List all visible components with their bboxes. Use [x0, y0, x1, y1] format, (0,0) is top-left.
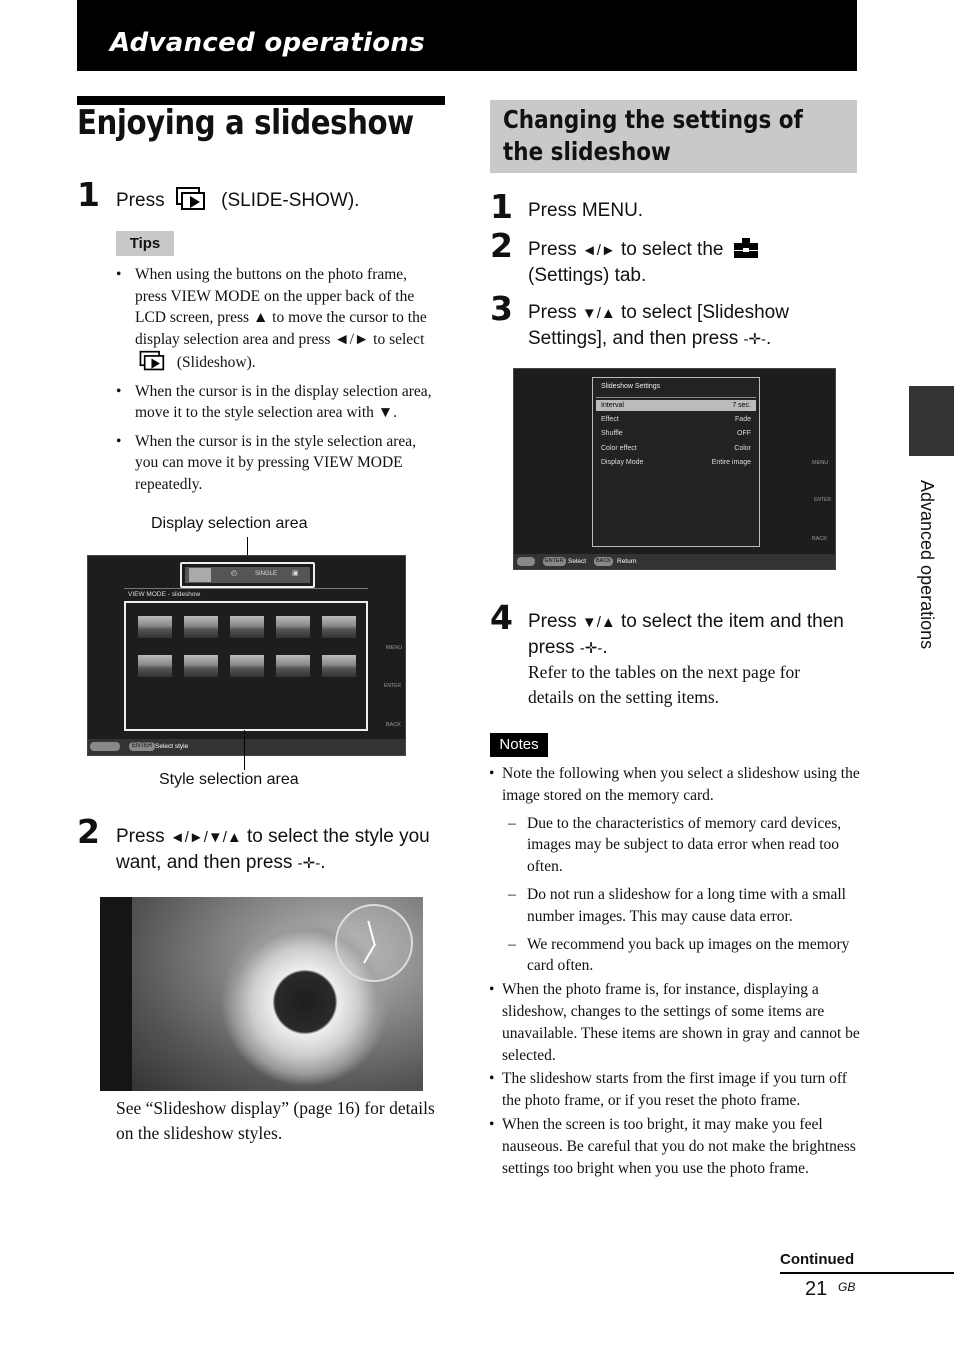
arrow-keys-icon: ▼/▲	[581, 614, 616, 631]
list-item: • Note the following when you select a slideshow using the image stored on the memory card.	[489, 763, 861, 807]
footer-rule	[780, 1272, 954, 1274]
callout-display-area: Display selection area	[151, 515, 308, 532]
divider	[124, 588, 368, 589]
enter-side-label: ENTER	[814, 497, 831, 503]
step-number: 2	[77, 812, 100, 851]
tips-list	[116, 264, 436, 502]
style-thumbnail[interactable]	[138, 655, 172, 677]
enter-side-label: ENTER	[384, 683, 401, 689]
menu-label: MENU	[386, 645, 403, 651]
setting-label[interactable]: Effect	[601, 416, 619, 423]
list-item	[116, 264, 436, 374]
list-item: • When the cursor is in the style selection area, you can move it by pressing VIEW MODE repeatedly.	[116, 431, 436, 496]
step-number: 1	[77, 175, 100, 214]
step-text: .	[766, 328, 772, 349]
enter-button-icon: ENTER	[545, 558, 564, 564]
setting-label[interactable]: Shuffle	[601, 430, 623, 437]
notes-badge: Notes	[490, 733, 548, 757]
setting-label[interactable]: Display Mode	[601, 459, 644, 466]
step-text: Press	[528, 302, 577, 323]
side-tab-label: Advanced operations	[917, 480, 937, 650]
style-thumbnail[interactable]	[184, 616, 218, 638]
up-arrow-icon: ▲	[252, 309, 269, 326]
back-button-icon: BACK	[596, 558, 611, 564]
settings-panel	[592, 377, 760, 547]
slideshow-icon	[176, 186, 210, 212]
step-4-text	[528, 609, 848, 661]
enter-icon: -✛-	[743, 331, 767, 348]
step-text: to select the style you want, and then press	[116, 826, 430, 873]
slideshow-example-image	[100, 897, 423, 1091]
slideshow-icon	[139, 350, 169, 372]
tip-text: When the cursor is in the display selection area, move it to the style selection area with	[135, 382, 432, 421]
notes-list	[489, 763, 861, 1179]
subsection-title: Changing the settings of the slideshow	[503, 105, 803, 166]
step-4-detail: Refer to the tables on the next page for details on the setting items.	[528, 662, 801, 707]
step-text: .	[320, 852, 326, 873]
tip-text: .	[393, 404, 397, 421]
style-thumbnail[interactable]	[276, 616, 310, 638]
arrow-keys-icon: ▼/▲	[581, 305, 616, 322]
left-right-arrow-icon: ◄/►	[334, 330, 370, 348]
step-text: to select [Slideshow Settings], and then press	[528, 302, 789, 349]
return-label: Return	[617, 558, 637, 565]
tip-text: (Slideshow).	[176, 354, 256, 371]
tip-text: to move the cursor to the display selection area and press	[135, 309, 427, 348]
list-item: • The slideshow starts from the first image if you turn off the photo frame, or if you reset the photo frame.	[489, 1068, 861, 1112]
display-selection-frame	[180, 562, 315, 588]
page-number: 21	[805, 1278, 828, 1300]
step-number: 4	[490, 598, 513, 637]
arrow-keys-icon	[90, 742, 120, 751]
arrow-keys-icon	[517, 557, 535, 566]
clock-icon[interactable]: ◴	[231, 570, 238, 577]
setting-value[interactable]: OFF	[737, 430, 751, 437]
step-1-text	[116, 186, 359, 213]
step-text-slideshow: (SLIDE-SHOW).	[221, 190, 360, 211]
setting-label[interactable]: Color effect	[601, 445, 637, 452]
enter-button-icon: ENTER	[129, 742, 155, 751]
step-text: Press	[116, 826, 165, 847]
style-thumbnail[interactable]	[184, 655, 218, 677]
style-selection-frame	[124, 601, 368, 731]
style-thumbnail[interactable]	[322, 616, 356, 638]
menu-label: MENU	[812, 460, 829, 466]
step-text: to select the	[621, 239, 724, 260]
clock-overlay-icon	[335, 904, 413, 982]
step-text: Press	[528, 611, 577, 632]
clock-hand	[363, 944, 376, 964]
step-text: .	[602, 637, 608, 658]
step-2-text	[116, 824, 451, 876]
arrow-keys-icon: ◄/►	[581, 242, 616, 259]
step-text-press: Press	[116, 190, 165, 211]
select-label: Select	[568, 558, 587, 565]
single-tab[interactable]: SINGLE	[255, 571, 278, 577]
view-mode-screen	[87, 555, 406, 756]
page-suffix: GB	[838, 1280, 856, 1294]
tip-text: to select	[373, 330, 425, 348]
back-label: BACK	[812, 536, 827, 542]
step-text: (Settings) tab.	[528, 265, 647, 286]
style-thumbnail[interactable]	[138, 616, 172, 638]
step-number: 1	[490, 187, 513, 226]
settings-panel-title: Slideshow Settings	[601, 383, 661, 390]
callout-line	[244, 730, 245, 770]
settings-toolbox-icon	[733, 237, 759, 259]
setting-value[interactable]: 7 sec.	[732, 402, 751, 409]
list-item: – We recommend you back up images on the memory card often.	[489, 934, 861, 978]
screen-footer-bar	[514, 554, 835, 569]
enter-icon: -✛-	[297, 855, 321, 872]
step-3-text	[528, 300, 848, 352]
style-thumbnail[interactable]	[322, 655, 356, 677]
step-2-text	[528, 237, 848, 288]
screen-footer-bar	[88, 739, 405, 755]
page-title: Enjoying a slideshow	[77, 103, 414, 143]
tips-badge: Tips	[116, 231, 174, 256]
continued-label: Continued	[780, 1251, 855, 1268]
step-number: 2	[490, 226, 513, 265]
step-text: to select the item and then press	[528, 611, 844, 658]
step-text: Press	[528, 239, 577, 260]
tip-text: When using the buttons on the photo frame, press VIEW MODE on the upper back of the LCD screen, press	[135, 266, 415, 326]
style-thumbnail[interactable]	[230, 655, 264, 677]
down-arrow-icon: ▼	[377, 404, 394, 421]
back-label: BACK	[386, 722, 401, 728]
side-thumb-tab	[909, 386, 954, 456]
step-1-text: Press MENU.	[528, 200, 644, 221]
list-item: • When the photo frame is, for instance, displaying a slideshow, changes to the settings of some items are unavailable. These items are shown in gray and cannot be selected.	[489, 979, 861, 1066]
setting-label[interactable]: Interval	[601, 402, 624, 409]
setting-value[interactable]: Entire image	[711, 459, 751, 466]
style-thumbnail[interactable]	[230, 616, 264, 638]
enter-icon: -✛-	[579, 640, 603, 657]
select-style-label: Select style	[155, 743, 189, 750]
slideshow-tab-icon[interactable]	[189, 568, 211, 582]
style-thumbnail[interactable]	[276, 655, 310, 677]
divider	[596, 397, 756, 398]
view-mode-label: VIEW MODE - slideshow	[128, 591, 201, 598]
see-also-text: See “Slideshow display” (page 16) for details on the slideshow styles.	[116, 1098, 435, 1143]
clock-hand	[367, 921, 376, 947]
grid-icon[interactable]: ▣	[292, 570, 299, 577]
list-item: – Due to the characteristics of memory card devices, images may be subject to data error when read too often.	[489, 813, 861, 878]
setting-value[interactable]: Fade	[735, 416, 751, 423]
display-selection-bar	[185, 567, 310, 583]
callout-style-area: Style selection area	[159, 771, 299, 788]
setting-value[interactable]: Color	[734, 445, 751, 452]
list-item: – Do not run a slideshow for a long time with a small number images. This may cause data error.	[489, 884, 861, 928]
slideshow-settings-screen	[513, 368, 836, 570]
list-item: • When the screen is too bright, it may make you feel nauseous. Be careful that you do not make the brightness settings too bright when you use the photo frame.	[489, 1114, 861, 1179]
section-title: Advanced operations	[110, 28, 426, 58]
list-item	[116, 381, 436, 424]
step-number: 3	[490, 289, 513, 328]
arrow-keys-icon: ◄/►/▼/▲	[169, 829, 242, 846]
